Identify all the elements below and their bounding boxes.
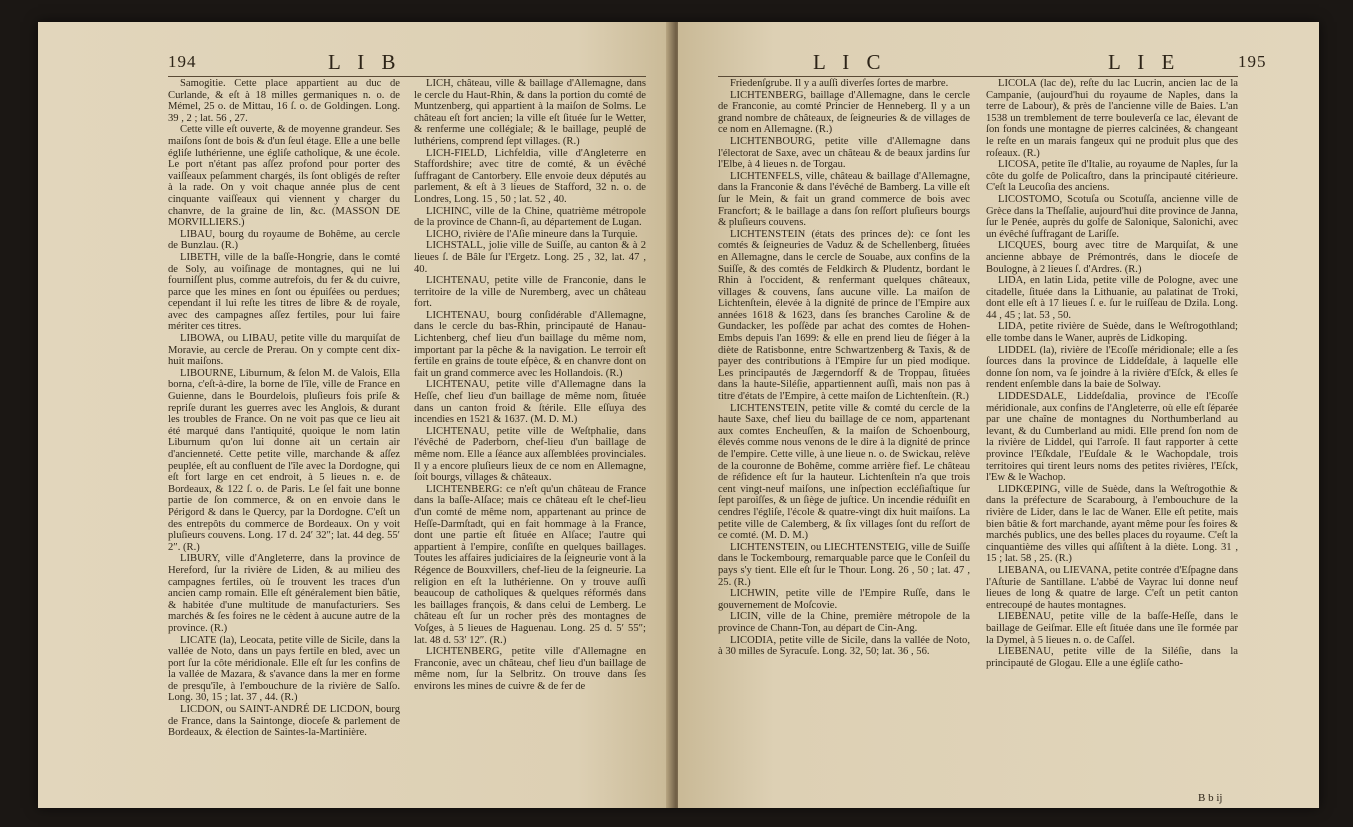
right-page-columns bbox=[718, 78, 1238, 784]
dictionary-entry: LICHTENBOURG, petite ville d'Allemagne dans l'électorat de Saxe, avec un château & de beaux jardins ſur l'Elbe, à 4 lieues n. de Torgau. bbox=[718, 135, 970, 171]
right-col-2 bbox=[986, 78, 1238, 784]
dictionary-entry: LIBOWA, ou LIBAU, petite ville du marquiſat de Moravie, au cercle de Prerau. On y compte cent dix-huit maiſons. bbox=[168, 333, 400, 368]
dictionary-entry: LIEBENAU, petite ville de la Siléſie, dans la principauté de Glogau. Elle a une égliſe catho- bbox=[986, 646, 1238, 669]
dictionary-entry: LICHTENSTEIN, ou LIECHTENSTEIG, ville de Suiſſe dans le Tockembourg, remarquable parce que le Conſeil du pays s'y tient. Elle eſt ſur le Thour. Long. 26 , 50 ; lat. 47 , 25. (R.) bbox=[718, 541, 970, 588]
dictionary-entry: LICHTENAU, petite ville de Weſtphalie, dans l'évêché de Paderborn, chef-lieu d'un baillage de même nom. Elle a ſéance aux aſſemblées provinciales. Il y a encore pluſieurs lieux de ce nom en Allemagne, ſoit bourgs, villages & châteaux. bbox=[414, 425, 646, 484]
dictionary-entry: LIDA, petite rivière de Suède, dans le Weſtrogothland; elle tombe dans le Waner, auprès de Lidkoping. bbox=[986, 321, 1238, 345]
dictionary-entry: LIEBANA, ou LIEVANA, petite contrée d'Eſpagne dans l'Aſturie de Santillane. L'abbé de Vayrac lui donne neuf lieues de long & quatre de large. C'eſt un petit canton entrecoupé de hautes montagnes. bbox=[986, 564, 1238, 611]
dictionary-entry: LICHTENBERG: ce n'eſt qu'un château de France dans la baſſe-Alſace; mais ce château eſt le chef-lieu d'un comté de même nom, appartenant au prince de Heſſe-Darmſtadt, qui en fait hommage à la France, dont une partie eſt ſituée en Alſace; l'autre qui appartient à l'empire, conſiſte en quelques baillages. Toutes les affaires judiciaires de la ſeigneurie vont à la Régence de Bouxvillers, chef-lieu de la ſeigneurie. La religion en eſt la luthérienne. On y trouve auſſi beaucoup de catholiques & quelques réformés dans les baillages françois, & dans celui de Lemberg. Le château eſt ſur un rocher près des montagnes de Voſges, à 5 lieues de Haguenau. Long. 25 d. 5′ 55″; lat. 48 d. 53′ 12″. (R.) bbox=[414, 483, 646, 646]
dictionary-entry: LICHTENSTEIN, petite ville & comté du cercle de la haute Saxe, chef lieu du baillage de ce nom, appartenant aux comtes Encheuſſen, & la maiſon de Schoenbourg, élevés comme nous venons de le dire à la dignité de prince de l'empire. Cette ville, à une lieue n. o. de Swickau, relève de la couronne de Bohême, comme arrière fief. Le château de réſidence eſt ſur la hauteur. Lichtenſtein n'a que trois cent vingt-neuf maiſons, une inſpection eccléſiaſtique ſur ſept paroiſſes, & un ſiège de juſtice. Un incendie réduiſit en cendres l'égliſe, l'école & quatre-vingt dix huit maiſons. La petite ville de Calemberg, & ſix villages ſont du reſſort de ce comté. (M. D. M.) bbox=[718, 402, 970, 542]
dictionary-entry: Samogitie. Cette place appartient au duc de Curlande, & eſt à 18 milles germaniques n. o. de Mémel, 25 o. de Mittau, 16 ſ. o. de Goldingen. Long. 39 , 2 ; lat. 56 , 27. bbox=[168, 78, 400, 124]
dictionary-entry: LICOSA, petite île d'Italie, au royaume de Naples, ſur la côte du golfe de Policaſtro, dans la principauté citérieure. C'eſt la Leucoſia des anciens. bbox=[986, 159, 1238, 194]
dictionary-entry: LICHO, rivière de l'Aſie mineure dans la Turquie. bbox=[426, 228, 638, 240]
header-rule-right bbox=[718, 76, 1238, 77]
right-page bbox=[678, 22, 1319, 808]
dictionary-entry: LIDKŒPING, ville de Suède, dans la Weſtrogothie & dans la préfecture de Scarabourg, à l'embouchure de la rivière de Lider, dans le lac de Waner. Elle eſt petite, mais bien bâtie & fort marchande, ayant même pour ſes foires & marchés publics, une des belles places du royaume. C'eſt la cinquantième des villes qui aſſiſtent à la diète. Long. 31 , 15 ; lat. 58 , 25. (R.) bbox=[986, 483, 1238, 565]
left-col-1 bbox=[168, 78, 400, 792]
dictionary-entry: LICHTENAU, petite ville de Franconie, dans le territoire de la ville de Nuremberg, avec un château fort. bbox=[414, 275, 646, 310]
left-page-columns bbox=[168, 78, 646, 792]
dictionary-entry: LIBOURNE, Liburnum, & ſelon M. de Valois, Ella borna, c'eſt-à-dire, la borne de l'île, ville de France en Guienne, dans le Bourdelois, pluſieurs fois priſe & repriſe durant les guerres avec les Anglois, & durant les troubles de France. On ne voit pas que ce lieu ait été marqué dans l'antiquité, quoique le nom latin Liburnum qu'on lui donne ait un certain air d'ancienneté. Cette petite ville, marchande & aſſez peuplée, eſt au confluent de l'île avec la Dordogne, qui eſt fort large en cet endroit, à 5 lieues n. e. de Bordeaux, & 122 ſ. o. de Paris. Le ſel fait une bonne partie de ſon commerce, & on en envoie dans le Périgord & dans le Quercy, par la Dordogne. C'eſt un des entrepôts du commerce de Bordeaux. On y voit pluſieurs couvens. Long. 17 d. 24′ 32″; lat. 44 deg. 55′ 2″. (R.) bbox=[168, 367, 400, 553]
dictionary-entry: LIBETH, ville de la baſſe-Hongrie, dans le comté de Soly, au voiſinage de montagnes, qui ne lui fourniſſent plus, comme autrefois, du fer & du cuivre, parce que les mines en ſont ou épuiſées ou perdues; cependant il lui reſte les titres de libre & de royale, avec des campagnes aſſez fertiles, pour lui faire mériter ces titres. bbox=[168, 251, 400, 333]
running-head-right: L I E bbox=[1108, 50, 1181, 74]
dictionary-entry: LICH, château, ville & baillage d'Allemagne, dans le cercle du Haut-Rhin, & dans la portion du comté de Muntzenberg, qui appartient à la maiſon de Solms. Le château eſt fort ancien; la ville eſt ſituée ſur le Wetter, & renferme une collégiale; & le baillage, peuplé de luthériens, comprend ſept villages. (R.) bbox=[414, 78, 646, 147]
dictionary-entry: LICDON, ou SAINT-ANDRÉ DE LICDON, bourg de France, dans la Saintonge, dioceſe & parlement de Bordeaux, & élection de Saintes-la-Martinière. bbox=[168, 704, 400, 739]
dictionary-entry: LIBAU, bourg du royaume de Bohême, au cercle de Bunzlau. (R.) bbox=[168, 228, 400, 252]
dictionary-entry: LIDA, en latin Lida, petite ville de Pologne, avec une citadelle, ſituée dans la Lithuanie, au palatinat de Troki, dont elle eſt à 17 lieues ſ. e. ſur le ruiſſeau de Dzila. Long. 44 , 45 ; lat. 53 , 50. bbox=[986, 275, 1238, 321]
dictionary-entry: LICOLA (lac de), reſte du lac Lucrin, ancien lac de la Campanie, (aujourd'hui du royaume de Naples, dans la terre de Labour), & près de l'ancienne ville de Baies. L'an 1538 un tremblement de terre bouleverſa ce lac, élevant de ſon fonds une montagne de pierres calcinées, & changeant le reſte en un marais fangeux qui ne produit plus que des roſeaux. (R.) bbox=[986, 78, 1238, 159]
center-head-right: L I C bbox=[813, 50, 887, 74]
left-page-header bbox=[138, 50, 642, 72]
dictionary-entry: LICOSTOMO, Scotuſa ou Scotuſſa, ancienne ville de Grèce dans la Theſſalie, aujourd'hui dite province de Janna, ſur le Penée, auprès du golfe de Salonique, Salonichi, avec un évêché ſuffragant de Lariſſe. bbox=[986, 193, 1238, 240]
dictionary-entry: LIEBENAU, petite ville de la baſſe-Heſſe, dans le baillage de Geiſmar. Elle eſt ſituée dans une île formée par la Dymel, à 5 lieues n. o. de Caſſel. bbox=[986, 611, 1238, 646]
book-spread bbox=[38, 22, 1319, 808]
dictionary-entry: LICHTENSTEIN (états des princes de): ce ſont les comtés & ſeigneuries de Vaduz & de Schellenberg, ſituées en Allemagne, dans le cercle de Souabe, aux confins de la Suiſſe, & des comtés de Feldkirch & Pludentz, bordant le Rhin à l'occident, & renfermant quelques châteaux, villages & couvens, ſans aucune ville. La maiſon de Lichtenſtein, élevée à la dignité de prince de l'Empire aux années 1618 & 1623, dans ſes branches Caroline & de Gundacker, les poſſède par achat des comtes de Hohen-Embs depuis l'an 1699: & elle en prend lieu de ſiéger à la diète de Ratisbonne, entre Schwartzenberg & Taxis, & de payer des contributions à l'Empire ſur un pied modique. Les principautés de Jægerndorff & de Troppau, ſituées dans la haute-Siléſie, appartiennent auſſi, mais non pas à titre d'états de l'Empire, à cette maiſon de Lichtenſtein. (R.) bbox=[718, 228, 970, 403]
running-head-left: L I B bbox=[328, 50, 402, 74]
dictionary-entry: Cette ville eſt ouverte, & de moyenne grandeur. Ses maiſons ſont de bois & d'un ſeul étage. Elle a une belle égliſe luthérienne, une égliſe catholique, & une école. Le port n'étant pas aſſez profond pour porter des vaiſſeaux peſamment chargés, ils ſont obligés de reſter à la rade. On y voit chaque année plus de cent cinquante vaiſſeaux qui viennent y charger du chanvre, de la graine de lin, &c. (MASSON DE MORVILLIERS.) bbox=[168, 124, 400, 229]
dictionary-entry: LICHTENBERG, petite ville d'Allemagne en Franconie, avec un château, chef lieu d'un baillage de même nom, ſur la Selbritz. On trouve dans ſes environs les mines de cuivre & de fer de bbox=[414, 646, 646, 692]
dictionary-entry: LICHTENFELS, ville, château & baillage d'Allemagne, dans la Franconie & dans l'évêché de Bamberg. La ville eſt ſur le Mein, & fait un grand commerce de bois avec Francfort; & le baillage a dans ſon reſſort pluſieurs bourgs & pluſieurs couvens. bbox=[718, 170, 970, 229]
dictionary-entry: LICQUES, bourg avec titre de Marquiſat, & une ancienne abbaye de Prémontrés, dans le dioceſe de Boulogne, à 2 lieues ſ. d'Ardres. (R.) bbox=[986, 240, 1238, 275]
dictionary-entry: LICHTENBERG, baillage d'Allemagne, dans le cercle de Franconie, au comté Princier de Henneberg. Il y a un grand nombre de châteaux, de ſeigneuries & de villages de ce nom en Allemagne. (R.) bbox=[718, 89, 970, 136]
page-number-left: 194 bbox=[168, 52, 197, 71]
left-col-2 bbox=[414, 78, 646, 792]
signature-mark: B b ij bbox=[1198, 792, 1223, 804]
dictionary-entry: LICHSTALL, jolie ville de Suiſſe, au canton & à 2 lieues ſ. de Bâle ſur l'Ergetz. Long. 25 , 32, lat. 47 , 40. bbox=[414, 240, 646, 275]
dictionary-entry: LICHINC, ville de la Chine, quatrième métropole de la province de Chann-ſi, au département de Lugan. bbox=[414, 205, 646, 229]
dictionary-entry: LICHWIN, petite ville de l'Empire Ruſſe, dans le gouvernement de Moſcovie. bbox=[718, 588, 970, 611]
dictionary-entry: LICODIA, petite ville de Sicile, dans la vallée de Noto, à 30 milles de Syracuſe. Long. 32, 50; lat. 36 , 56. bbox=[718, 634, 970, 658]
dictionary-entry: LIDDESDALE, Liddeſdalia, province de l'Ecoſſe méridionale, aux confins de l'Angleterre, où elle eſt ſéparée par une chaîne de montagnes du Northumberland au levant, & du Cumberland au midi. Elle prend ſon nom de la rivière de Liddel, qui l'arroſe. Il faut rapporter à cette province l'Eſkdale, l'Euſdale & le Wachopdale, trois territoires qui tirent leurs noms des petites rivières, l'Eſck, l'Ew & le Wachop. bbox=[986, 391, 1238, 484]
dictionary-entry: LICHTENAU, bourg conſidérable d'Allemagne, dans le cercle du bas-Rhin, principauté de Hanau-Lichtenberg, chef lieu d'un baillage du même nom, important par la pêche & la navigation. Le terroir eſt fertile en grains de toute eſpèce, & en chanvre dont on fait un grand commerce avec les Hollandois. (R.) bbox=[414, 309, 646, 379]
dictionary-entry: LICIN, ville de la Chine, première métropole de la province de Chann-Ton, au départ de Cin-Ang. bbox=[718, 611, 970, 634]
page-number-right: 195 bbox=[1238, 52, 1267, 71]
header-rule-left bbox=[168, 76, 646, 77]
dictionary-entry: LICATE (la), Leocata, petite ville de Sicile, dans la vallée de Noto, dans un pays fertile en bled, avec un port ſur la côte méridionale. Elle eſt ſur les confins de la vallée de Mazara, & s'avance dans la mer en forme de presqu'île, à l'embouchure de la rivière de Salſo. Long. 30, 15 ; lat. 37 , 44. (R.) bbox=[168, 634, 400, 704]
dictionary-entry: LICH-FIELD, Lichfeldia, ville d'Angleterre en Staffordshire; avec titre de comté, & un évêché ſuffragant de Cantorbery. Elle envoie deux députés au parlement, & eſt à 3 lieues de Stafford, 32 n. o. de Londres, Long. 15 , 50 ; lat. 52 , 40. bbox=[414, 147, 646, 205]
dictionary-entry: LIDDEL (la), rivière de l'Ecoſſe méridionale; elle a ſes ſources dans la province de Liddeſdale, à laquelle elle donne ſon nom, va ſe joindre à la rivière d'Eſck, & elles ſe rendent enſemble dans la baie de Solway. bbox=[986, 344, 1238, 391]
dictionary-entry: LIBURY, ville d'Angleterre, dans la province de Hereford, ſur la rivière de Liden, & au milieu des campagnes fertiles, où ſe trouvent les traces d'un ancien camp romain. Elle eſt généralement bien bâtie, & habitée d'une multitude de manufacturiers. Ses marchés & ſes foires ne le cèdent à aucune autre de la province. (R.) bbox=[168, 553, 400, 634]
right-page-header bbox=[718, 50, 1277, 72]
left-page bbox=[38, 22, 672, 808]
right-col-1 bbox=[718, 78, 970, 784]
dictionary-entry: Friedenſgrube. Il y a auſſi diverſes ſortes de marbre. bbox=[730, 78, 949, 89]
dictionary-entry: LICHTENAU, petite ville d'Allemagne dans la Heſſe, chef lieu d'un baillage de même nom, ſituée dans un canton froid & ſtérile. Elle eſſuya des incendies en 1521 & 1637. (M. D. M.) bbox=[414, 379, 646, 426]
